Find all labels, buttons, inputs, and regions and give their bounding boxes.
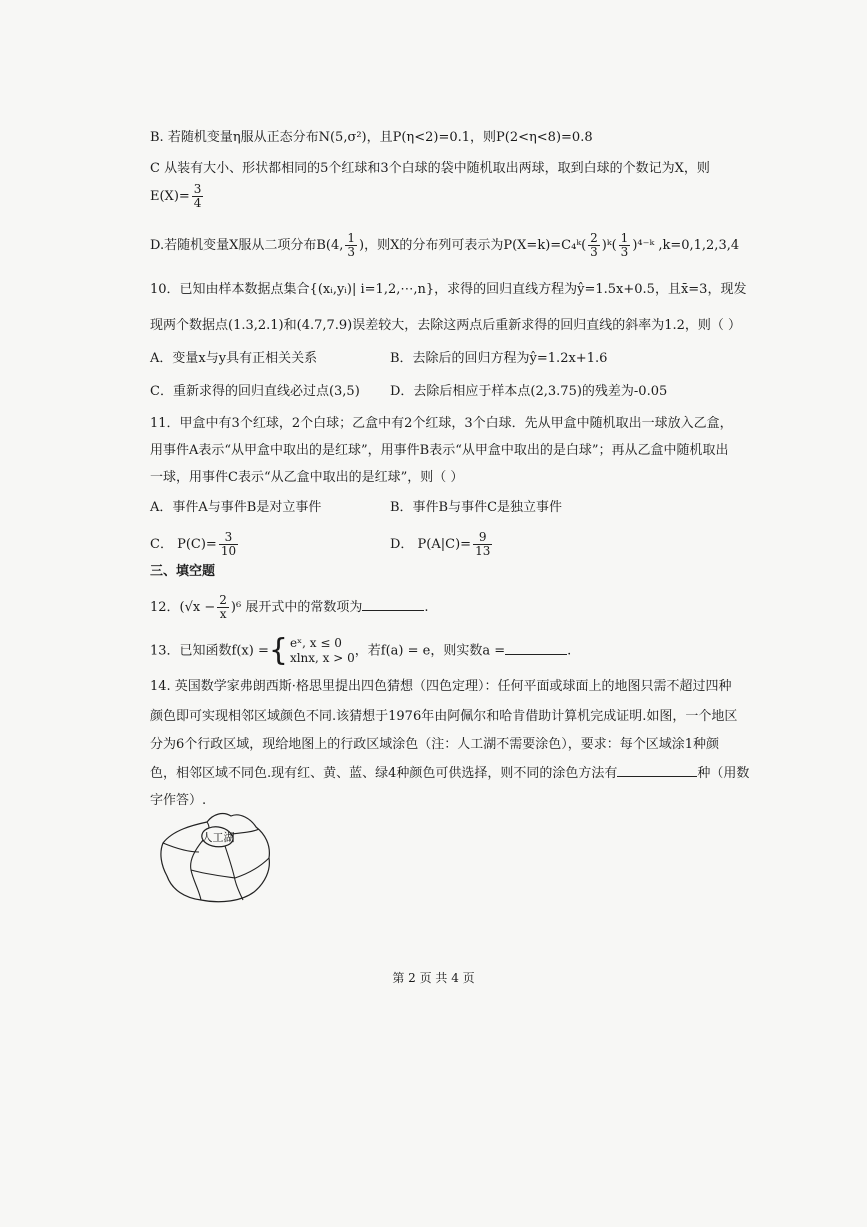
q9-option-c-line1: C 从装有大小、形状都相同的5个红球和3个白球的袋中随机取出两球，取到白球的个数记为X，则 (150, 161, 710, 176)
q9-d-frac1-den: 3 (347, 245, 356, 259)
q11-c-fraction (219, 531, 238, 558)
q9-c-den: 4 (193, 196, 202, 210)
q13-piece1: eˣ, x ≤ 0 (289, 636, 342, 650)
q10-option-c: C．重新求得的回归直线必过点(3,5) (150, 384, 360, 399)
q11-d-fraction (473, 531, 492, 558)
q9-d-mid: )，则X的分布列可表示为P(X=k)=C₄ᵏ( (359, 238, 587, 253)
q14-line3: 分为6个行政区域，现给地图上的行政区域涂色（注：人工湖不需要涂色），要求：每个区域涂1种颜 (150, 737, 720, 752)
q10-option-b: B．去除后的回归方程为ŷ=1.2x+1.6 (390, 351, 608, 366)
q12-fraction (217, 594, 229, 621)
q11-option-b: B．事件B与事件C是独立事件 (390, 500, 563, 515)
q14-line2: 颜色即可实现相邻区域颜色不同.该猜想于1976年由阿佩尔和哈肯借助计算机完成证明.如图，一个地区 (150, 709, 738, 724)
q12 (150, 594, 428, 621)
q11-d-num: 9 (473, 531, 492, 545)
q12-answer-blank[interactable] (362, 598, 424, 611)
q10-option-a: A．变量x与y具有正相关关系 (150, 351, 318, 366)
q11-line2: 用事件A表示“从甲盒中取出的是红球”，用事件B表示“从甲盒中取出的是白球”；再从乙盒中随机取出 (150, 443, 729, 458)
q12-prefix: 12．(√x − (150, 600, 216, 615)
q9-d-frac1 (345, 232, 357, 259)
q9-d-frac3-den: 3 (620, 245, 629, 259)
q9-option-d (150, 232, 739, 259)
q12-num: 2 (219, 593, 227, 607)
q9-d-mid2: )ᵏ( (601, 238, 617, 253)
q11-line1: 11．甲盒中有3个红球，2个白球；乙盒中有2个红球，3个白球．先从甲盒中随机取出一球放入乙盒， (150, 416, 733, 431)
q10-option-d: D．去除后相应于样本点(2,3.75)的残差为-0.05 (390, 384, 668, 399)
q14-line4 (150, 764, 749, 783)
map-border-3 (225, 846, 243, 900)
map-lake-label: 人工湖 (201, 831, 235, 844)
page-footer: 第 2 页 共 4 页 (392, 971, 475, 985)
q9-c-num: 3 (193, 182, 202, 196)
q14-line1: 14. 英国数学家弗朗西斯·格思里提出四色猜想（四色定理）：任何平面或球面上的地图只需不超过四种 (150, 679, 732, 694)
q11-option-c (150, 531, 240, 558)
q9-d-frac2-den: 3 (590, 245, 598, 259)
q10-line2: 现两个数据点(1.3,2.1)和(4.7,7.9)误差较大，去除这两点后重新求得的回归直线的斜率为1.2，则（ ） (150, 318, 742, 333)
q9-d-frac2-num: 2 (590, 231, 598, 245)
q14-line4-end: 种（用数 (697, 766, 750, 781)
q11-d-prefix: D． P(A|C)= (390, 537, 472, 552)
q14-line4-text: 色，相邻区域不同色.现有红、黄、蓝、绿4种颜色可供选择，则不同的涂色方法有 (150, 766, 618, 781)
q13-prefix: 13．已知函数f(x) = (150, 643, 269, 659)
q11-c-den: 10 (220, 544, 237, 558)
q13-piecewise (290, 636, 355, 666)
q12-end: . (424, 600, 429, 615)
q11-option-d (390, 531, 494, 558)
map-border-2 (231, 829, 259, 834)
q12-suffix: )⁶ 展开式中的常数项为 (230, 600, 363, 615)
q13-piece2: xlnx, x > 0 (289, 651, 355, 665)
q14-line5: 字作答）. (150, 793, 207, 808)
q11-c-prefix: C． P(C)= (150, 537, 217, 552)
q10-line1: 10．已知由样本数据点集合{(xᵢ,yᵢ)| i=1,2,⋯,n}，求得的回归直线方程为ŷ=1.5x+0.5，且x̄=3，现发 (150, 282, 747, 297)
q13-brace: { (268, 633, 288, 668)
q11-c-num: 3 (219, 531, 238, 545)
q13-suffix: ，若f(a) = e，则实数a = (354, 643, 506, 659)
q11-d-den: 13 (475, 544, 491, 558)
q9-option-c-line2 (150, 183, 205, 210)
region-map-figure (155, 808, 280, 906)
q9-d-prefix: D.若随机变量X服从二项分布B(4, (150, 238, 344, 253)
q13-answer-blank[interactable] (505, 642, 567, 655)
q14-answer-blank[interactable] (617, 764, 697, 777)
q9-d-suffix: )⁴⁻ᵏ ,k=0,1,2,3,4 (632, 238, 740, 253)
map-border-6 (163, 843, 199, 852)
q9-c-prefix: E(X)= (150, 189, 190, 204)
q9-option-b: B. 若随机变量η服从正态分布N(5,σ²)，且P(η<2)=0.1，则P(2<η<8)=0.8 (150, 130, 593, 145)
q9-d-frac1-num: 1 (347, 231, 356, 245)
q9-d-frac3-num: 1 (620, 231, 629, 245)
q12-den: x (219, 607, 227, 621)
q13 (150, 633, 572, 668)
q11-option-a: A．事件A与事件B是对立事件 (150, 500, 322, 515)
section-title-fill-in: 三、填空题 (150, 564, 216, 579)
map-border-1 (207, 822, 209, 828)
q9-d-frac3 (619, 232, 631, 259)
q9-d-frac2 (588, 232, 600, 259)
q11-line3: 一球，用事件C表示“从乙盒中取出的是红球”，则（ ） (150, 470, 464, 485)
q13-end: . (567, 643, 572, 659)
q9-c-fraction (192, 183, 204, 210)
